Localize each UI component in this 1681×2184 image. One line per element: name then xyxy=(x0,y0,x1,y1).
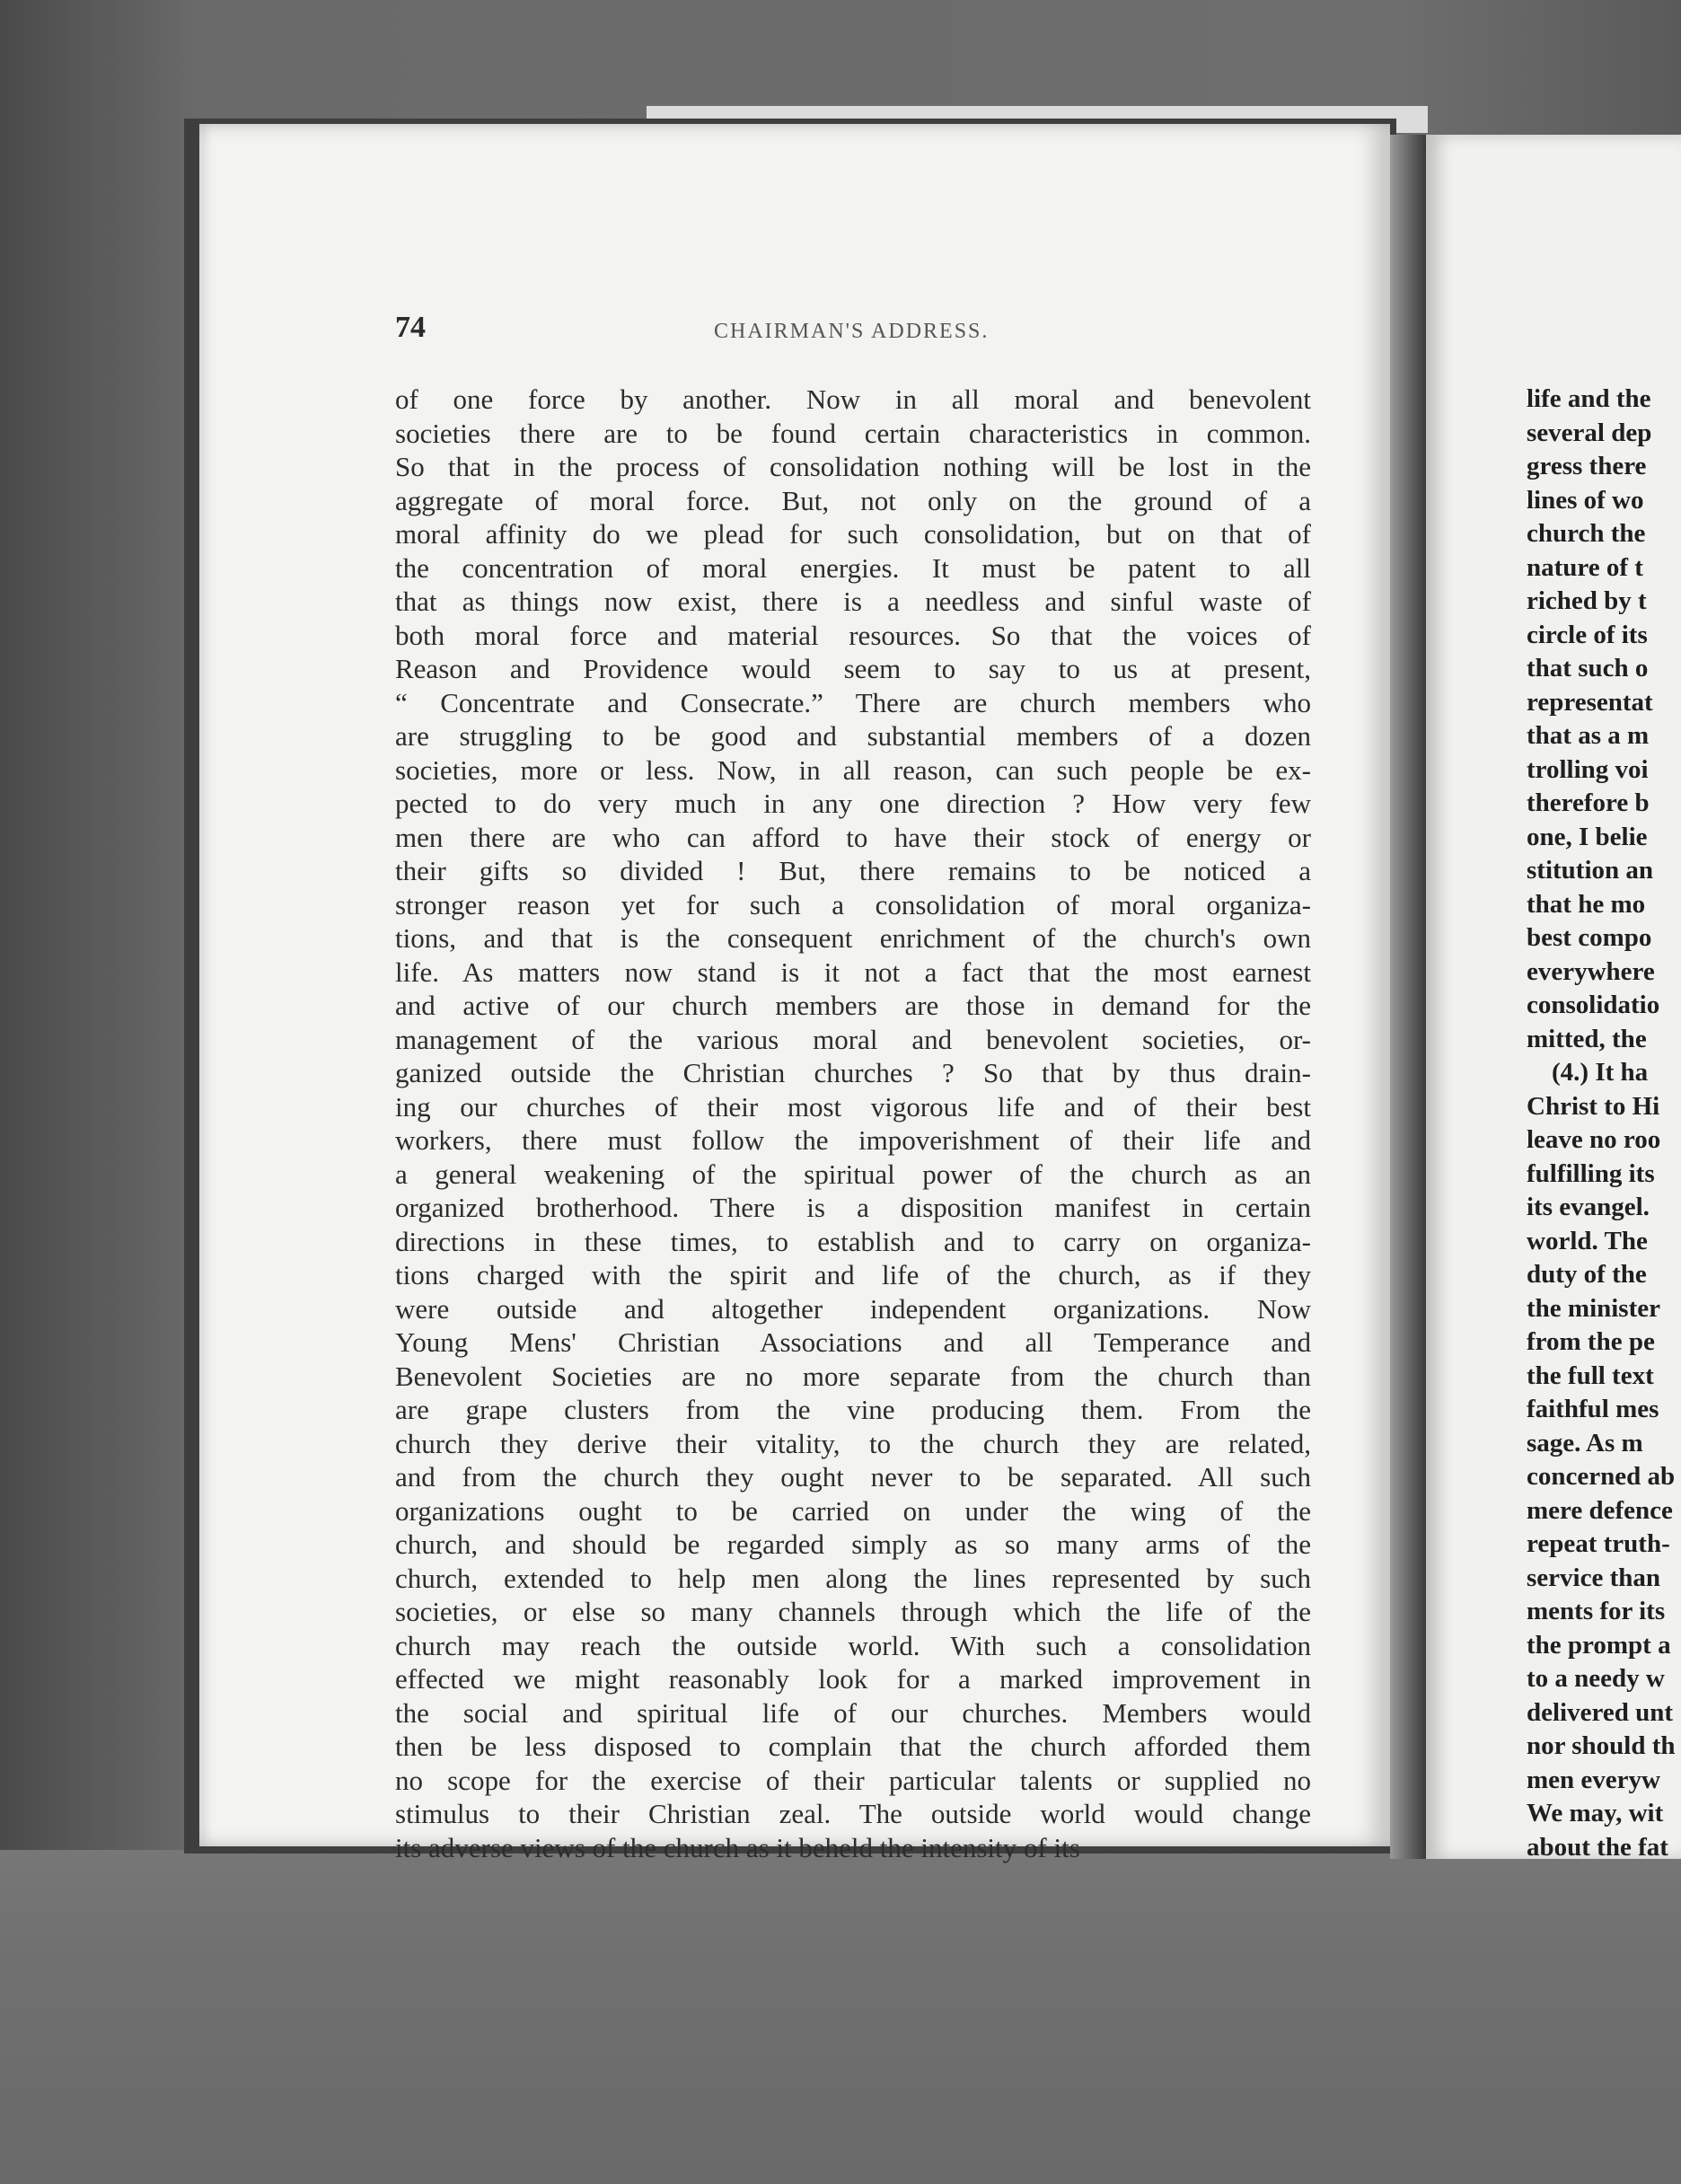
text-line: management of the various moral and benevolent societies, or- xyxy=(395,1023,1311,1055)
text-line: leave no roo xyxy=(1527,1125,1661,1154)
text-line: its adverse views of the church as it beheld the intensity of its xyxy=(395,1831,1080,1863)
text-line: stimulus to their Christian zeal. The outside world would change xyxy=(395,1798,1311,1829)
text-line: the minister xyxy=(1527,1293,1660,1323)
text-line: no scope for the exercise of their particular talents or supplied no xyxy=(395,1764,1311,1796)
text-line: stronger reason yet for such a consolidation of moral organiza- xyxy=(395,888,1311,920)
text-line: the social and spiritual life of our churches. Members would xyxy=(395,1696,1311,1729)
text-line: one, I belie xyxy=(1527,822,1648,851)
text-line: pected to do very much in any one direction ? How very few xyxy=(395,788,1311,819)
text-line: about the fat xyxy=(1527,1832,1668,1862)
text-line: organized brotherhood. There is a disposition manifest in certain xyxy=(395,1192,1311,1223)
text-line: everywhere xyxy=(1527,956,1655,986)
text-line: delivered unt xyxy=(1527,1697,1673,1727)
text-line: church may reach the outside world. With such a consolidation xyxy=(395,1629,1311,1661)
text-line: So that in the process of consolidation nothing will be lost in the xyxy=(395,451,1311,482)
text-line: tions charged with the spirit and life of the church, as if they xyxy=(395,1259,1311,1290)
running-head: CHAIRMAN'S ADDRESS. xyxy=(714,320,990,343)
text-line: ganized outside the Christian churches ? So that by thus drain- xyxy=(395,1057,1311,1088)
text-line: Christ to Hi xyxy=(1527,1091,1660,1121)
text-line: societies, or else so many channels through which the life of the xyxy=(395,1596,1311,1627)
text-line: “ Concentrate and Consecrate.” There are church members who xyxy=(395,686,1311,718)
text-line: from the pe xyxy=(1527,1327,1655,1356)
text-line: the concentration of moral energies. It must be patent to all xyxy=(395,551,1311,584)
text-line: service than xyxy=(1527,1563,1660,1592)
text-line: several dep xyxy=(1527,418,1652,447)
text-line: Benevolent Societies are no more separate from the church than xyxy=(395,1360,1311,1392)
text-line: repeat truth- xyxy=(1527,1529,1670,1558)
text-line: workers, there must follow the impoverishment of their life and xyxy=(395,1124,1311,1156)
text-line: church they derive their vitality, to the church they are related, xyxy=(395,1427,1311,1459)
text-line: life and the xyxy=(1527,384,1651,413)
text-line: church, extended to help men along the lines represented by such xyxy=(395,1562,1311,1594)
text-line: organizations ought to be carried on under the wing of the xyxy=(395,1494,1311,1527)
text-line: its evangel. xyxy=(1527,1193,1650,1221)
text-line: men there are who can afford to have their stock of energy or xyxy=(395,821,1311,853)
text-line: best compo xyxy=(1527,923,1652,952)
text-line: that such o xyxy=(1527,654,1649,682)
text-line: fulfilling its xyxy=(1527,1158,1655,1188)
text-line: moral affinity do we plead for such consolidation, but on that of xyxy=(395,518,1311,550)
text-line: consolidatio xyxy=(1527,991,1660,1019)
text-line: sage. As m xyxy=(1527,1428,1643,1457)
text-line: societies there are to be found certain characteristics in common. xyxy=(395,417,1311,449)
text-line: then be less disposed to complain that the church afforded them xyxy=(395,1730,1311,1762)
text-line: men everyw xyxy=(1527,1765,1660,1794)
text-line: circle of its xyxy=(1527,620,1648,649)
text-line: Reason and Providence would seem to say to us at present, xyxy=(395,653,1311,684)
text-line: trolling voi xyxy=(1527,754,1649,784)
text-line: both moral force and material resources. So that the voices of xyxy=(395,619,1311,651)
text-line: mere defence xyxy=(1527,1495,1673,1525)
text-line: tions, and that is the consequent enrichment of the church's own xyxy=(395,922,1311,954)
text-line: are grape clusters from the vine producing them. From the xyxy=(395,1394,1311,1425)
text-line: the full text xyxy=(1527,1361,1654,1390)
text-line: representat xyxy=(1527,687,1653,717)
text-line: the prompt a xyxy=(1527,1630,1671,1660)
text-line: mitted, the xyxy=(1527,1024,1647,1053)
right-page-body-text xyxy=(1527,383,1681,1864)
text-line: a general weakening of the spiritual power of the church as an xyxy=(395,1158,1311,1190)
text-line: lines of wo xyxy=(1527,485,1644,515)
text-line: church, and should be regarded simply as so many arms of the xyxy=(395,1528,1311,1560)
text-line: societies, more or less. Now, in all reason, can such people be ex- xyxy=(395,753,1311,786)
text-line: their gifts so divided ! But, there remains to be noticed a xyxy=(395,855,1311,886)
text-line: nor should th xyxy=(1527,1731,1676,1760)
text-line: Young Mens' Christian Associations and all Temperance and xyxy=(395,1326,1311,1358)
text-line: life. As matters now stand is it not a fact that the most earnest xyxy=(395,956,1311,988)
text-line: We may, wit xyxy=(1527,1799,1664,1827)
text-line: world. The xyxy=(1527,1226,1648,1255)
text-line: of one force by another. Now in all moral and benevolent xyxy=(395,383,1311,415)
text-line: stitution an xyxy=(1527,856,1654,885)
text-line: church the xyxy=(1527,519,1646,548)
text-line: were outside and altogether independent organizations. Now xyxy=(395,1292,1311,1325)
page-number: 74 xyxy=(395,311,426,344)
text-line: ments for its xyxy=(1527,1597,1666,1625)
text-line: aggregate of moral force. But, not only on the ground of a xyxy=(395,484,1311,516)
scan-background-lower xyxy=(0,1850,1681,2184)
text-line: concerned ab xyxy=(1527,1462,1676,1491)
text-line: gress there xyxy=(1527,452,1647,480)
text-line: to a needy w xyxy=(1527,1664,1665,1693)
text-line: riched by t xyxy=(1527,586,1647,615)
text-line: nature of t xyxy=(1527,552,1643,582)
text-line: duty of the xyxy=(1527,1260,1647,1289)
text-line: faithful mes xyxy=(1527,1395,1659,1423)
book-gutter xyxy=(1390,135,1426,1859)
text-line: ing our churches of their most vigorous life and of their best xyxy=(395,1090,1311,1123)
text-line: and active of our church members are those in demand for the xyxy=(395,990,1311,1021)
text-line: effected we might reasonably look for a marked improvement in xyxy=(395,1663,1311,1695)
text-line: (4.) It ha xyxy=(1552,1058,1649,1087)
text-line: therefore b xyxy=(1527,788,1650,817)
text-line: that he mo xyxy=(1527,889,1646,919)
text-line: that as a m xyxy=(1527,721,1650,750)
page-header xyxy=(395,311,1311,347)
text-line: that as things now exist, there is a needless and sinful waste of xyxy=(395,586,1311,617)
text-line: directions in these times, to establish and to carry on organiza- xyxy=(395,1225,1311,1257)
text-line: and from the church they ought never to be separated. All such xyxy=(395,1461,1311,1493)
text-line: are struggling to be good and substantial members of a dozen xyxy=(395,720,1311,752)
left-page-body-text xyxy=(395,383,1311,1864)
